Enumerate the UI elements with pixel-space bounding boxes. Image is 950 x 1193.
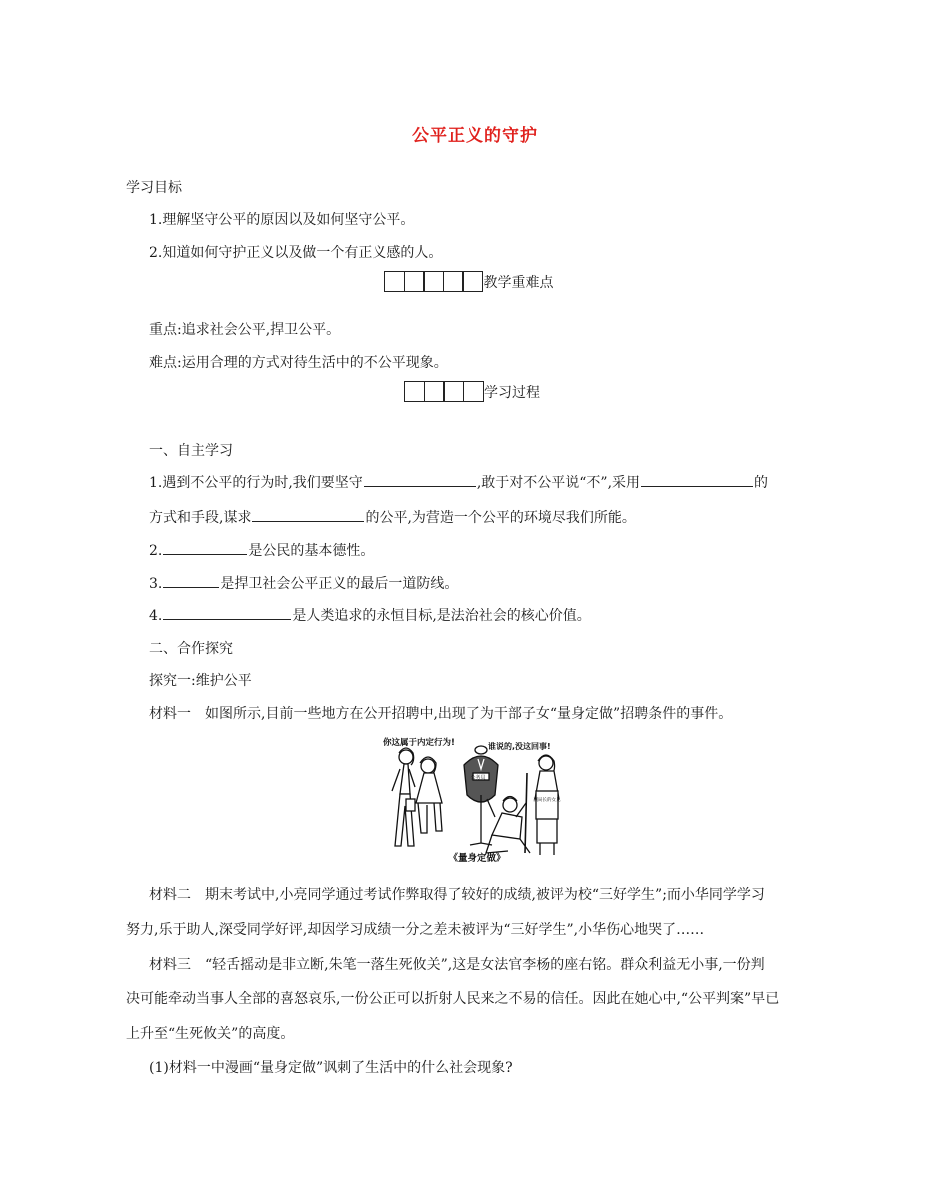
- page-title: 公平正义的守护: [412, 126, 538, 146]
- fill-blank[interactable]: [364, 472, 476, 487]
- process-heading: 学习过程: [484, 384, 540, 401]
- objective-item-2: 2.知道如何守护正义以及做一个有正义感的人。: [149, 245, 443, 261]
- question-1-text-b: ,敢于对不公平说“不”,采用: [476, 475, 641, 491]
- coop-heading: 二、合作探究: [149, 641, 233, 657]
- decorative-boxes: [404, 381, 482, 402]
- fill-blank[interactable]: [252, 507, 364, 522]
- cartoon-caption: 《量身定做》: [448, 853, 506, 864]
- question-4: [149, 605, 591, 625]
- objective-item-1: 1.理解坚守公平的原因以及如何坚守公平。: [149, 212, 415, 228]
- question-3-text: 是捍卫社会公平正义的最后一道防线。: [220, 576, 459, 592]
- question-1-text-d: 方式和手段,谋求: [149, 510, 252, 526]
- material-2-line-2: 努力,乐于助人,深受同学好评,却因学习成绩一分之差未被评为“三好学生”,小华伤心地哭了……: [126, 922, 705, 938]
- sign-label: 副局长的女儿: [533, 798, 561, 803]
- cartoon-drawing: [382, 733, 572, 868]
- key-points-heading: 教学重难点: [483, 274, 554, 291]
- objectives-heading: 学习目标: [126, 180, 182, 196]
- fill-blank[interactable]: [163, 605, 291, 620]
- vest-label: 公务员: [470, 775, 486, 781]
- question-2-number: 2.: [149, 543, 163, 559]
- question-1-line-1: [149, 472, 768, 492]
- fill-blank[interactable]: [163, 573, 219, 588]
- material-2-line-1: 材料二 期末考试中,小亮同学通过考试作弊取得了较好的成绩,被评为校“三好学生”;而小华同学学习: [149, 887, 765, 903]
- question-1-text-e: 的公平,为营造一个公平的环境尽我们所能。: [365, 510, 636, 526]
- question-1-line-2: [149, 507, 636, 527]
- fill-blank[interactable]: [163, 540, 247, 555]
- question-1-text-c: 的: [754, 475, 769, 491]
- speech-bubble-left: 你这属于内定行为!: [383, 738, 455, 748]
- self-study-heading: 一、自主学习: [149, 443, 233, 459]
- material-3-line-1: 材料三 “轻舌摇动是非立断,朱笔一落生死攸关”,这是女法官李杨的座右铭。群众利益无小事,一份判: [149, 957, 765, 973]
- question-4-text: 是人类追求的永恒目标,是法治社会的核心价值。: [292, 608, 591, 624]
- question-1-text-a: 1.遇到不公平的行为时,我们要坚守: [149, 475, 363, 491]
- material-1: 材料一 如图所示,目前一些地方在公开招聘中,出现了为干部子女“量身定做”招聘条件的事件。: [149, 706, 733, 722]
- material-3-line-3: 上升至“生死攸关”的高度。: [126, 1026, 295, 1042]
- question-3-number: 3.: [149, 576, 163, 592]
- difficult-point: 难点:运用合理的方式对待生活中的不公平现象。: [149, 355, 448, 371]
- key-points-heading-row: [384, 271, 554, 292]
- fill-blank[interactable]: [641, 472, 753, 487]
- coop-question-1: (1)材料一中漫画“量身定做”讽刺了生活中的什么社会现象?: [149, 1060, 513, 1076]
- speech-bubble-right: 谁说的,没这回事!: [488, 742, 551, 751]
- inquiry-1-heading: 探究一:维护公平: [149, 673, 252, 689]
- question-4-number: 4.: [149, 608, 163, 624]
- question-2: [149, 540, 374, 560]
- material-3-line-2: 决可能牵动当事人全部的喜怒哀乐,一份公正可以折射人民来之不易的信任。因此在她心中,“公平判案”早已: [126, 991, 780, 1007]
- question-3: [149, 573, 458, 593]
- cartoon-illustration: [382, 733, 572, 868]
- important-point: 重点:追求社会公平,捍卫公平。: [149, 322, 341, 338]
- process-heading-row: [404, 381, 540, 402]
- decorative-boxes: [384, 271, 482, 292]
- question-2-text: 是公民的基本德性。: [248, 543, 375, 559]
